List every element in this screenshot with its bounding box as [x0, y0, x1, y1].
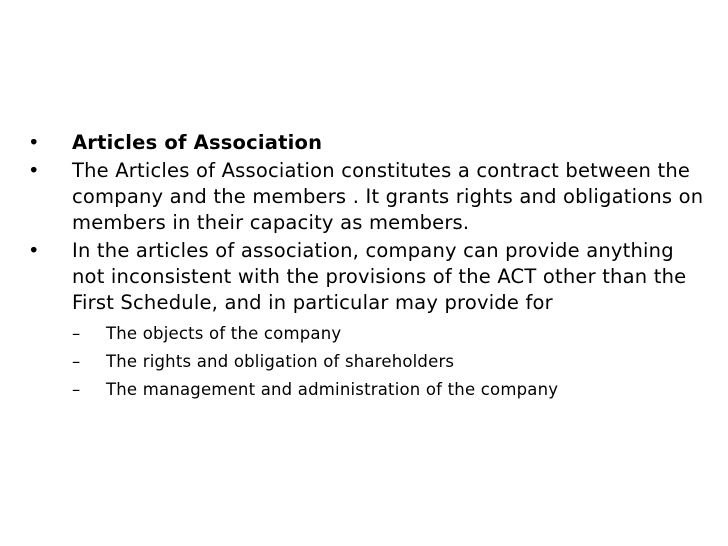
bullet-dot-icon: • — [28, 131, 40, 154]
sub-bullet-list — [72, 322, 708, 401]
sub-bullet-item — [72, 378, 708, 401]
bullet-text: The Articles of Association constitutes a contract between the company and the members . It grants rights and obligations on members in their capacity as members. — [72, 159, 704, 234]
bullet-item-contract — [28, 158, 708, 236]
dash-icon: – — [72, 380, 81, 399]
bullet-text: Articles of Association — [72, 131, 323, 154]
bullet-item-provisions — [28, 238, 708, 401]
bullet-text: In the articles of association, company can provide anything not inconsistent with the provisions of the ACT other than the First Schedule, and in particular may provide for — [72, 239, 687, 314]
dash-icon: – — [72, 324, 81, 343]
sub-bullet-text: The objects of the company — [106, 324, 342, 343]
bullet-dot-icon: • — [28, 159, 40, 182]
dash-icon: – — [72, 352, 81, 371]
bullet-item-heading — [28, 130, 708, 156]
sub-bullet-item — [72, 350, 708, 373]
sub-bullet-text: The rights and obligation of shareholders — [106, 352, 455, 371]
bullet-dot-icon: • — [28, 239, 40, 262]
sub-bullet-item — [72, 322, 708, 345]
sub-bullet-text: The management and administration of the company — [106, 380, 559, 399]
bullet-list — [28, 130, 708, 406]
